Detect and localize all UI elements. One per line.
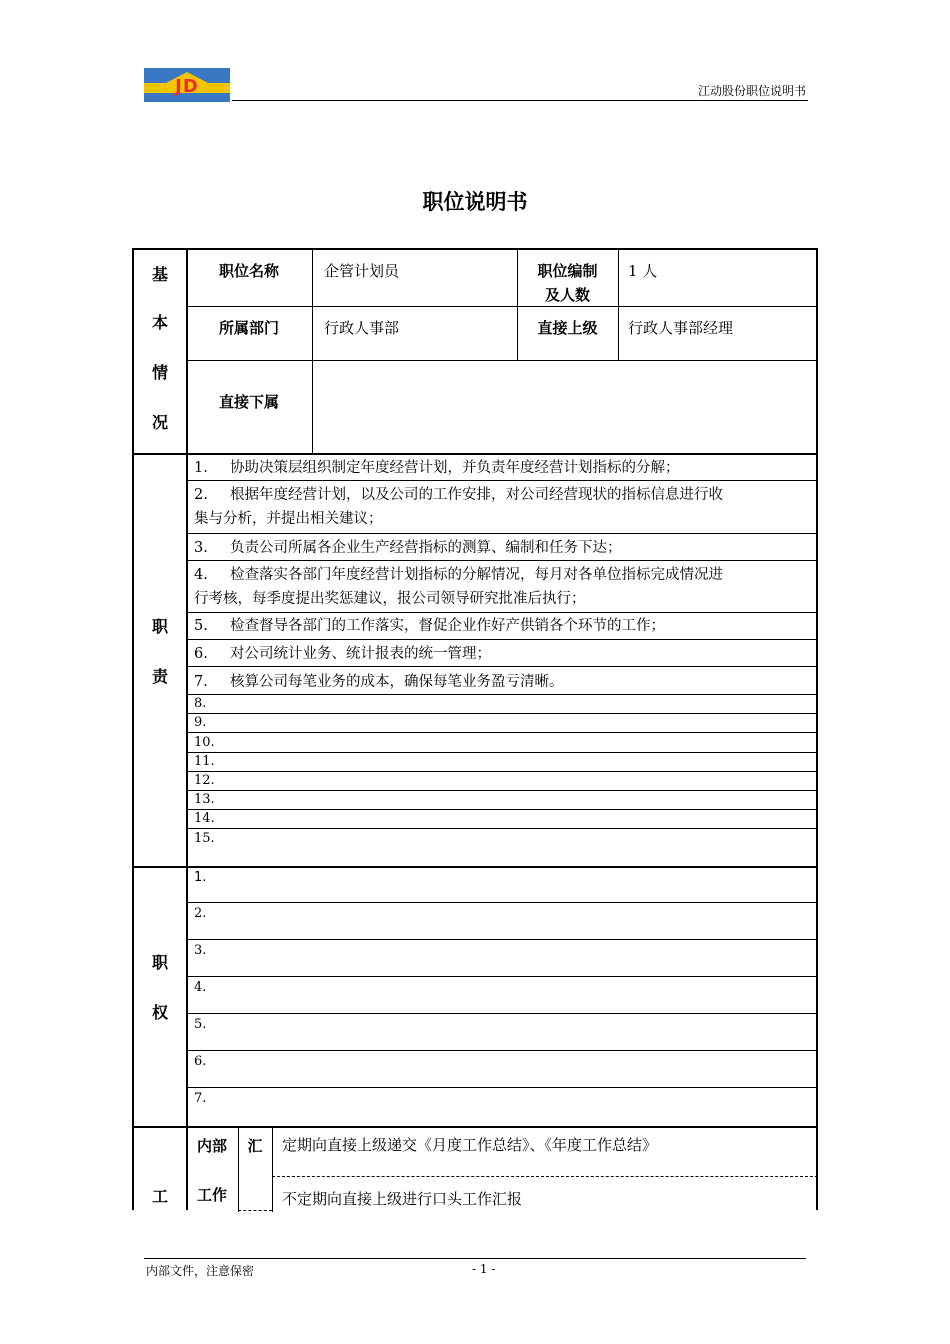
authority-item-1: 1.	[194, 870, 207, 885]
logo-mark: JD	[175, 76, 199, 97]
duty-empty-12: 12.	[194, 773, 215, 788]
position-name-label: 职位名称	[218, 262, 279, 280]
footer-page-number: - 1 -	[472, 1262, 496, 1276]
authority-row-line	[186, 1087, 818, 1088]
basic-col-divider-1	[312, 250, 313, 454]
duty-empty-11: 11.	[194, 754, 215, 769]
duty-item-3: 3. 负责公司所属各企业生产经营指标的测算、编制和任务下达；	[194, 540, 622, 556]
position-name-value: 企管计划员	[324, 262, 400, 280]
basic-row-divider-1	[186, 306, 818, 307]
work-line-2: 不定期向直接上级进行口头工作汇报	[282, 1190, 523, 1208]
header-rule	[232, 100, 808, 101]
authority-item-7: 7.	[194, 1091, 207, 1106]
headcount-label-1: 职位编制	[537, 262, 598, 280]
superior-value: 行政人事部经理	[628, 319, 734, 337]
duty-row-line	[186, 694, 818, 695]
authority-item-5: 5.	[194, 1017, 207, 1032]
basic-label-1: 基	[151, 265, 168, 284]
duty-item-7: 7. 核算公司每笔业务的成本，确保每笔业务盈亏清晰。	[194, 674, 564, 690]
job-description-table	[132, 248, 818, 1210]
page-title: 职位说明书	[422, 190, 528, 214]
header-doc-title: 江动股份职位说明书	[697, 84, 806, 98]
duty-row-line	[186, 666, 818, 667]
basic-label-4: 况	[151, 413, 168, 432]
duty-row-line	[186, 480, 818, 481]
duty-item-2-cont: 集与分析，并提出相关建议；	[194, 511, 383, 527]
headcount-value: 1 人	[628, 262, 658, 280]
work-col-divider-2	[272, 1128, 273, 1212]
authority-item-4: 4.	[194, 980, 207, 995]
department-label: 所属部门	[218, 319, 279, 337]
duty-empty-8: 8.	[194, 696, 207, 711]
duty-row-line	[186, 713, 818, 714]
internal-label-2: 工作	[196, 1186, 227, 1204]
duty-item-2: 2. 根据年度经营计划，以及公司的工作安排，对公司经营现状的指标信息进行收	[194, 487, 723, 503]
duty-item-1: 1. 协助决策层组织制定年度经营计划，并负责年度经营计划指标的分解；	[194, 460, 680, 476]
duties-label-2: 责	[151, 667, 168, 686]
authority-row-line	[186, 902, 818, 903]
basic-row-divider-2	[186, 360, 818, 361]
duty-row-line	[186, 560, 818, 561]
company-logo	[144, 68, 230, 102]
superior-label: 直接上级	[537, 319, 598, 337]
department-value: 行政人事部	[324, 319, 400, 337]
work-label: 工	[151, 1187, 168, 1206]
duties-label-1: 职	[151, 617, 168, 636]
basic-col-divider-3	[618, 250, 619, 360]
internal-label-1: 内部	[196, 1137, 227, 1155]
authority-label-2: 权	[151, 1003, 168, 1022]
duty-row-line	[186, 809, 818, 810]
duty-row-line	[186, 771, 818, 772]
duty-row-line	[186, 790, 818, 791]
subordinate-label: 直接下属	[218, 393, 279, 411]
headcount-label-2: 及人数	[544, 286, 590, 304]
duty-row-line	[186, 828, 818, 829]
duty-row-line	[186, 612, 818, 613]
report-label: 汇	[247, 1137, 263, 1155]
duty-empty-14: 14.	[194, 811, 215, 826]
duty-empty-9: 9.	[194, 715, 207, 730]
work-dashed-divider	[272, 1176, 818, 1177]
authority-row-line	[186, 939, 818, 940]
duty-empty-13: 13.	[194, 792, 215, 807]
section-divider-basic	[134, 453, 818, 455]
authority-row-line	[186, 1013, 818, 1014]
duty-item-4-cont: 行考核，每季度提出奖惩建议，报公司领导研究批准后执行；	[194, 591, 586, 607]
basic-label-3: 情	[151, 363, 168, 382]
footer-confidential: 内部文件，注意保密	[146, 1264, 255, 1278]
authority-row-line	[186, 976, 818, 977]
duty-row-line	[186, 639, 818, 640]
basic-label-2: 本	[151, 313, 168, 332]
work-line-1: 定期向直接上级递交《月度工作总结》、《年度工作总结》	[282, 1136, 658, 1154]
section-divider-duties	[134, 866, 818, 868]
duty-item-5: 5. 检查督导各部门的工作落实，督促企业作好产供销各个环节的工作；	[194, 618, 665, 634]
authority-label-1: 职	[151, 953, 168, 972]
authority-row-line	[186, 1050, 818, 1051]
duty-row-line	[186, 732, 818, 733]
duty-item-6: 6. 对公司统计业务、统计报表的统一管理；	[194, 646, 491, 662]
duty-row-line	[186, 533, 818, 534]
duty-item-4: 4. 检查落实各部门年度经营计划指标的分解情况，每月对各单位指标完成情况进	[194, 567, 723, 583]
section-divider-authority	[134, 1126, 818, 1128]
duty-empty-10: 10.	[194, 735, 215, 750]
duty-row-line	[186, 752, 818, 753]
work-dashed-bottom	[238, 1210, 272, 1211]
duty-empty-15: 15.	[194, 831, 215, 846]
authority-item-3: 3.	[194, 943, 207, 958]
footer-rule	[144, 1258, 806, 1259]
authority-item-2: 2.	[194, 906, 207, 921]
authority-item-6: 6.	[194, 1054, 207, 1069]
